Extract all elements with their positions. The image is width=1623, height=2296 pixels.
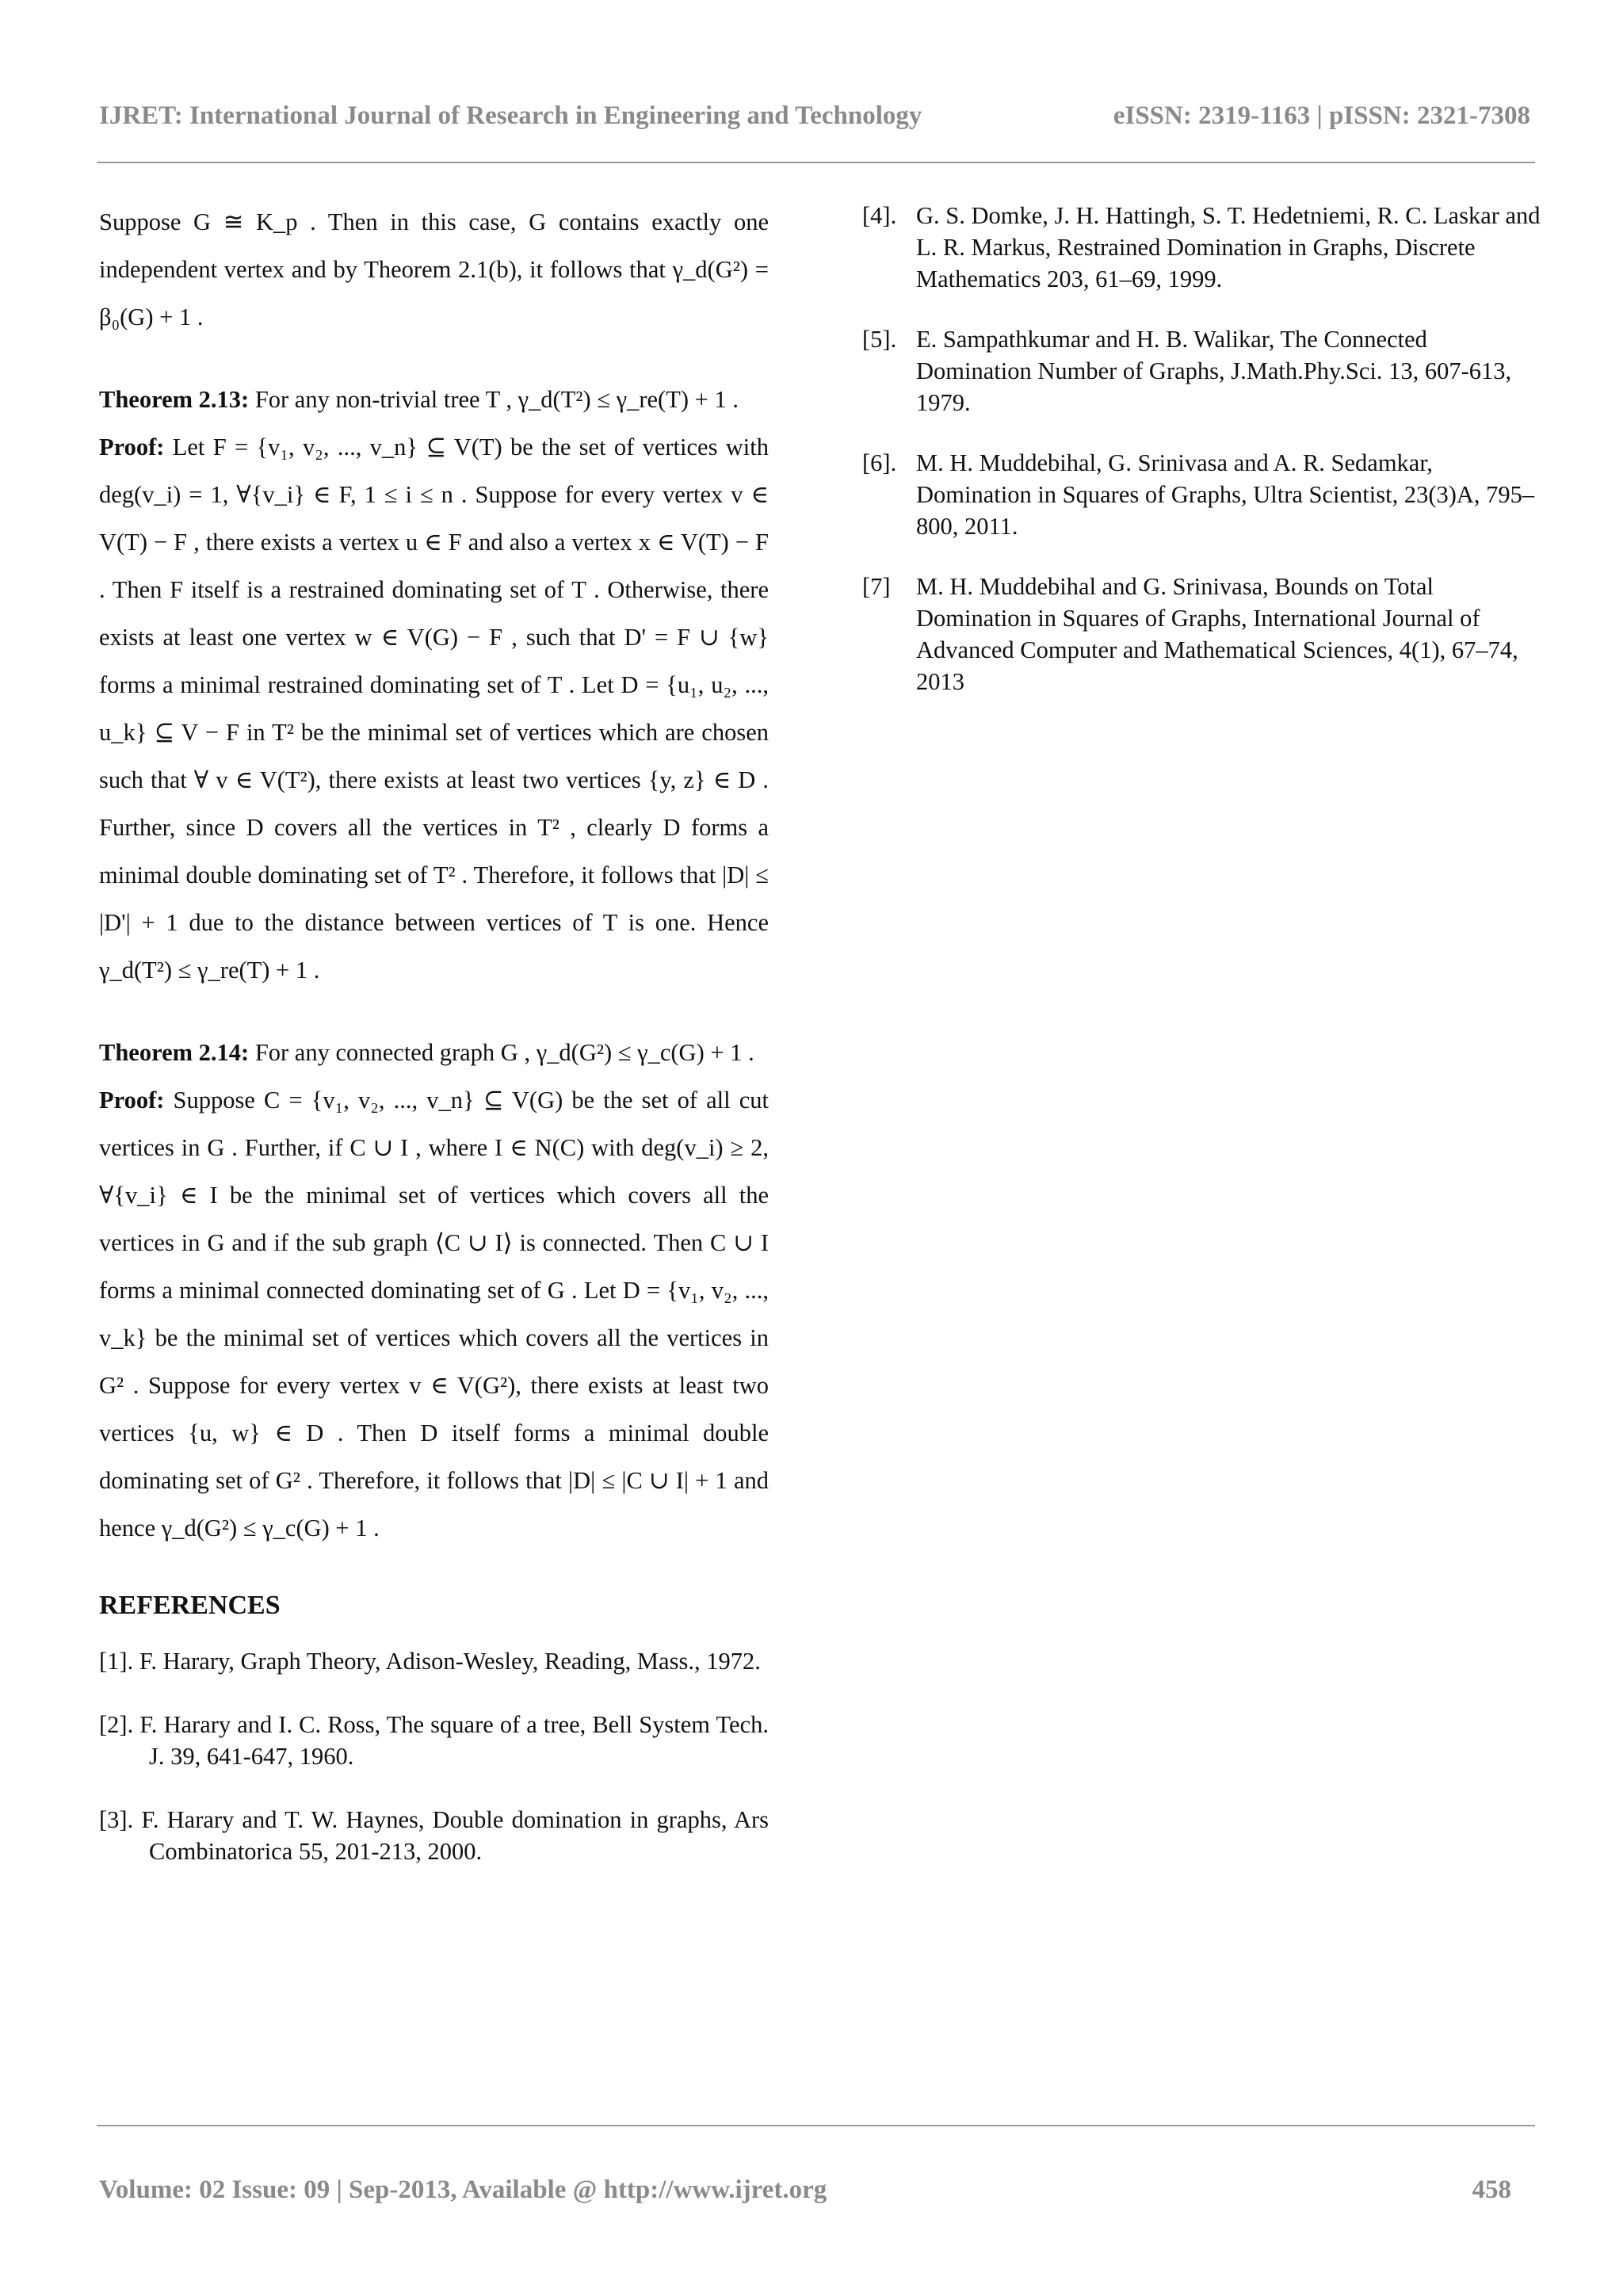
proof-label: Proof: [99, 434, 165, 460]
reference-7 [862, 571, 1544, 697]
reference-4 [862, 200, 1544, 295]
theorem-2-14 [99, 1029, 769, 1076]
theorem-statement: For any non-trivial tree T , γ_d(T²) ≤ γ_re(T) + 1 . [254, 386, 739, 413]
running-header [99, 101, 1530, 131]
intro-paragraph: Suppose G ≅ K_p . Then in this case, G contains exactly one independent vertex and by Theorem 2.1(b), it follows that γ_d(G²) = β₀(G) + 1 . [99, 208, 769, 330]
proof-2-13 [99, 423, 769, 994]
references-heading: REFERENCES [99, 1591, 281, 1620]
reference-number: [4]. [862, 202, 897, 229]
theorem-2-13 [99, 376, 769, 423]
reference-text: E. Sampathkumar and H. B. Walikar, The Connected Domination Number of Graphs, J.Math.Phy.Sci. 13, 607-613, 1979. [916, 326, 1512, 416]
reference-text: M. H. Muddebihal, G. Srinivasa and A. R. Sedamkar, Domination in Squares of Graphs, Ultra Scientist, 23(3)A, 795–800, 2011. [916, 449, 1535, 540]
reference-number: [7] [862, 573, 891, 600]
theorem-statement: For any connected graph G , γ_d(G²) ≤ γ_c(G) + 1 . [254, 1039, 754, 1066]
proof-2-14 [99, 1076, 769, 1552]
reference-5 [862, 323, 1544, 418]
page-number: 458 [1472, 2176, 1511, 2204]
header-divider [97, 162, 1535, 163]
proof-text: Suppose C = {v₁, v₂, ..., v_n} ⊆ V(G) be the set of all cut vertices in G . Further, if C ∪ I , where I ∈ N(C) with deg(v_i) ≥ 2, ∀{v_i} ∈ I be the minimal set of vertices which covers all the vertices in G and if the sub graph ⟨C ∪ I⟩ is connected. Then C ∪ I forms a minimal connected dominating set of G . Let D = {v₁, v₂, ..., v_k} be the minimal set of vertices which covers all the vertices in G² . Suppose for every vertex v ∈ V(G²), there exists at least two vertices {u, w} ∈ D . Then D itself forms a minimal double dominating set of G² . Therefore, it follows that |D| ≤ |C ∪ I| + 1 and hence γ_d(G²) ≤ γ_c(G) + 1 . [99, 1087, 769, 1541]
journal-title: IJRET: International Journal of Research in Engineering and Technology [99, 101, 922, 130]
proof-label: Proof: [99, 1087, 165, 1114]
reference-3: [3]. F. Harary and T. W. Haynes, Double domination in graphs, Ars Combinatorica 55, 201-213, 2000. [99, 1806, 769, 1865]
reference-text: M. H. Muddebihal and G. Srinivasa, Bounds on Total Domination in Squares of Graphs, International Journal of Advanced Computer and Mathematical Sciences, 4(1), 67–74, 2013 [916, 573, 1518, 695]
proof-text: Let F = {v₁, v₂, ..., v_n} ⊆ V(T) be the set of vertices with deg(v_i) = 1, ∀{v_i} ∈ F, 1 ≤ i ≤ n . Suppose for every vertex v ∈ V(T) − F , there exists a vertex u ∈ F and also a vertex x ∈ V(T) − F . Then F itself is a restrained dominating set of T . Otherwise, there exists at least one vertex w ∈ V(G) − F , such that D' = F ∪ {w} forms a minimal restrained dominating set of T . Let D = {u₁, u₂, ..., u_k} ⊆ V − F in T² be the minimal set of vertices which are chosen such that ∀ v ∈ V(T²), there exists at least two vertices {y, z} ∈ D . Further, since D covers all the vertices in T² , clearly D forms a minimal double dominating set of T² . Therefore, it follows that |D| ≤ |D'| + 1 due to the distance between vertices of T is one. Hence γ_d(T²) ≤ γ_re(T) + 1 . [99, 434, 769, 984]
left-column [99, 198, 769, 1899]
theorem-label: Theorem 2.13: [99, 386, 250, 413]
theorem-label: Theorem 2.14: [99, 1039, 250, 1066]
reference-number: [6]. [862, 449, 897, 476]
volume-info: Volume: 02 Issue: 09 | Sep-2013, Available @ http://www.ijret.org [99, 2176, 827, 2204]
footer-divider [97, 2125, 1535, 2126]
reference-1: [1]. F. Harary, Graph Theory, Adison-Wesley, Reading, Mass., 1972. [99, 1648, 761, 1675]
running-footer [99, 2176, 1511, 2205]
right-column [862, 200, 1544, 726]
reference-number: [5]. [862, 326, 897, 353]
reference-6 [862, 447, 1544, 542]
reference-2: [2]. F. Harary and I. C. Ross, The square of a tree, Bell System Tech. J. 39, 641-647, 1960. [99, 1711, 769, 1770]
reference-text: G. S. Domke, J. H. Hattingh, S. T. Hedetniemi, R. C. Laskar and L. R. Markus, Restrained Domination in Graphs, Discrete Mathematics 203, 61–69, 1999. [916, 202, 1541, 292]
issn-info: eISSN: 2319-1163 | pISSN: 2321-7308 [1113, 101, 1530, 130]
